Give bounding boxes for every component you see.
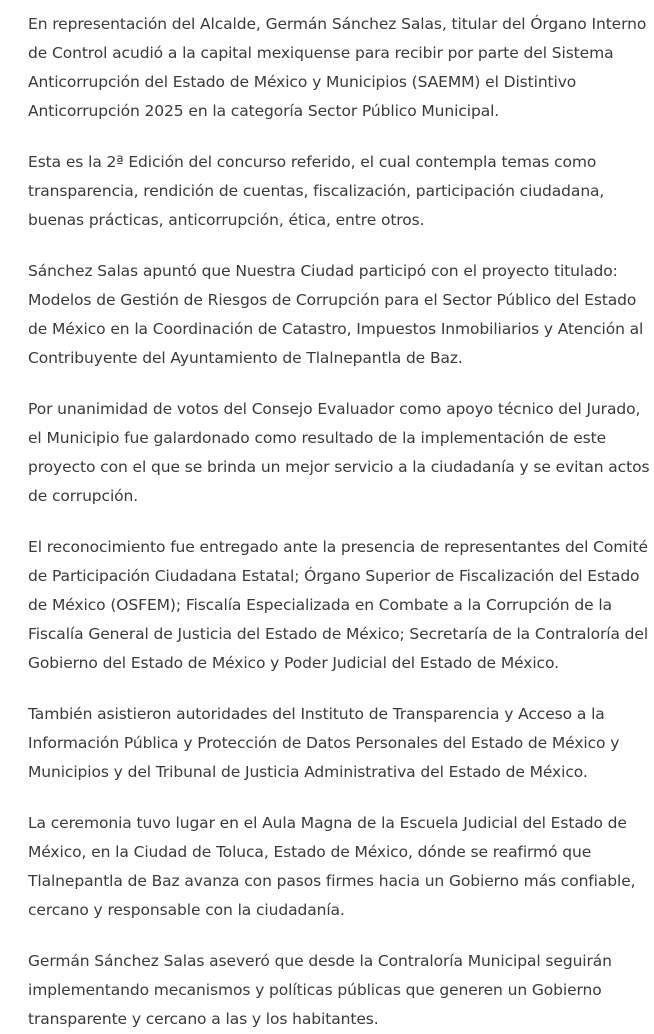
article-paragraph-5: El reconocimiento fue entregado ante la presencia de representantes del Comité de Participación Ciudadana Estatal; Órgano Superior de Fiscalización del Estado de México (OSFEM); Fiscalía Especializada en Combate a la Corrupción de la Fiscalía General de Justicia del Estado de México; Secretaría de la Contraloría del Gobierno del Estado de México y Poder Judicial del Estado de México. [28, 538, 649, 672]
article-paragraph-2: Esta es la 2ª Edición del concurso referido, el cual contempla temas como transparencia, rendición de cuentas, fiscalización, participación ciudadana, buenas prácticas, anticorrupción, ética, entre otros. [28, 153, 605, 229]
article-paragraph-7: La ceremonia tuvo lugar en el Aula Magna de la Escuela Judicial del Estado de México, en la Ciudad de Toluca, Estado de México, dónde se reafirmó que Tlalnepantla de Baz avanza con pasos firmes hacia un Gobierno más confiable, cercano y responsable con la ciudadanía. [28, 814, 636, 919]
article-paragraph-4: Por unanimidad de votos del Consejo Evaluador como apoyo técnico del Jurado, el Municipio fue galardonado como resultado de la implementación de este proyecto con el que se brinda un mejor servicio a la ciudadanía y se evitan actos de corrupción. [28, 400, 650, 505]
article-paragraph-1: En representación del Alcalde, Germán Sánchez Salas, titular del Órgano Interno de Control acudió a la capital mexiquense para recibir por parte del Sistema Anticorrupción del Estado de México y Municipios (SAEMM) el Distintivo Anticorrupción 2025 en la categoría Sector Público Municipal. [28, 15, 647, 120]
article-paragraph-6: También asistieron autoridades del Instituto de Transparencia y Acceso a la Información Pública y Protección de Datos Personales del Estado de México y Municipios y del Tribunal de Justicia Administrativa del Estado de México. [28, 705, 620, 781]
article-paragraph-8: Germán Sánchez Salas aseveró que desde la Contraloría Municipal seguirán implementando mecanismos y políticas públicas que generen un Gobierno transparente y cercano a las y los habitantes. [28, 952, 612, 1028]
article-paragraph-3: Sánchez Salas apuntó que Nuestra Ciudad participó con el proyecto titulado: Modelos de Gestión de Riesgos de Corrupción para el Sector Público del Estado de México en la Coordinación de Catastro, Impuestos Inmobiliarios y Atención al Contribuyente del Ayuntamiento de Tlalnepantla de Baz. [28, 262, 644, 367]
